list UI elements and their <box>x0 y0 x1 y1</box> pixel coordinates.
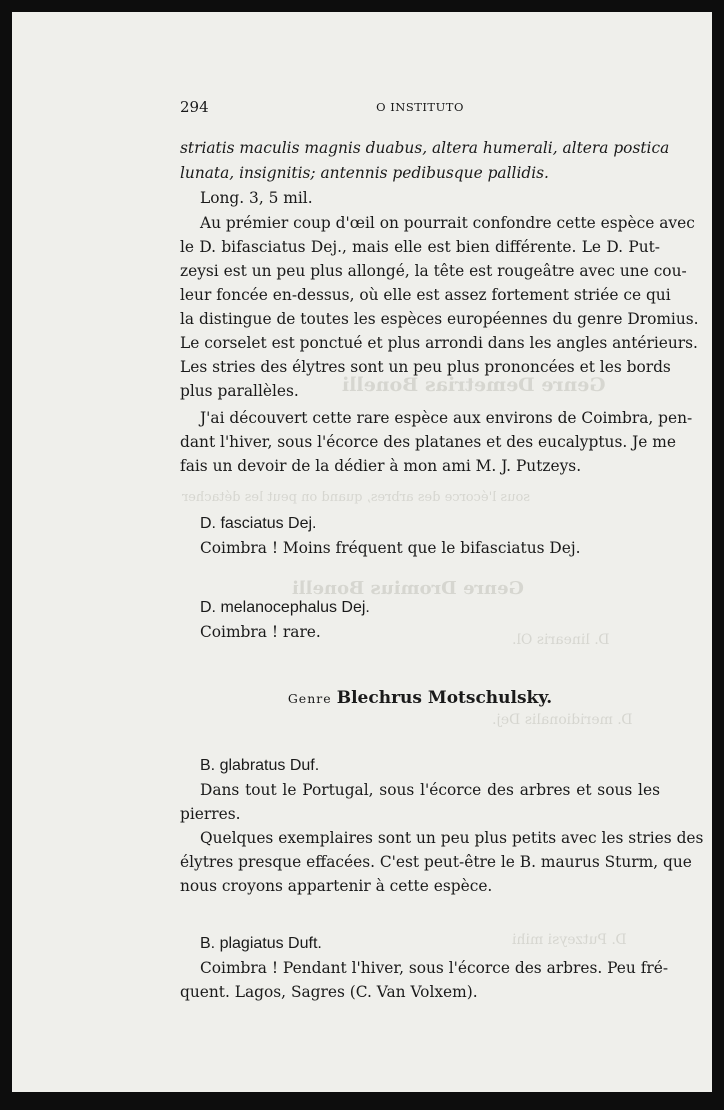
species-note: Coimbra ! rare. <box>200 623 321 641</box>
text-layer <box>12 12 712 1092</box>
paragraph-line: Au prémier coup d'œil on pourrait confondre cette espèce avec <box>200 214 695 232</box>
paragraph-line: J'ai découvert cette rare espèce aux environs de Coimbra, pen- <box>200 409 693 427</box>
genre-word: Genre <box>287 691 332 706</box>
species-note: Dans tout le Portugal, sous l'écorce des arbres et sous les <box>200 781 660 799</box>
species-heading: D. fasciatus Dej. <box>200 515 317 532</box>
paragraph-line: la distingue de toutes les espèces européennes du genre Dromius. <box>180 310 699 328</box>
paragraph-line: leur foncée en-dessus, où elle est assez fortement striée ce qui <box>180 286 671 304</box>
species-note: pierres. <box>180 805 241 823</box>
paragraph-line: zeysi est un peu plus allongé, la tête est rougeâtre avec une cou- <box>180 262 687 280</box>
species-heading: B. plagiatus Duft. <box>200 935 322 952</box>
diagnosis-line-2: lunata, insignitis; antennis pedibusque pallidis. <box>180 164 549 182</box>
paragraph-line: fais un devoir de la dédier à mon ami M. J. Putzeys. <box>180 457 582 475</box>
length-line: Long. 3, 5 mil. <box>200 189 313 207</box>
paragraph-line: dant l'hiver, sous l'écorce des platanes et des eucalyptus. Je me <box>180 433 676 451</box>
diagnosis-line-1: striatis maculis magnis duabus, altera humerali, altera postica <box>180 139 670 157</box>
paragraph-line: Le corselet est ponctué et plus arrondi dans les angles antérieurs. <box>180 334 698 352</box>
running-title: O INSTITUTO <box>376 100 464 114</box>
species-note: nous croyons appartenir à cette espèce. <box>180 877 493 895</box>
species-heading: B. glabratus Duf. <box>200 757 320 774</box>
species-note: élytres presque effacées. C'est peut-être le B. maurus Sturm, que <box>180 853 692 871</box>
species-heading: D. melanocephalus Dej. <box>200 599 370 616</box>
page-number: 294 <box>180 98 209 116</box>
document-page: Genre Demetrias Bonelli sous l'écorce des arbres, quand on peut les détacher Genre Dromius Bonelli D. linearis Ol. D. meridionalis Dej. D. Putzeysi mihi 294 O INSTITUTO striatis maculis magnis duabus, altera humerali, altera postica lunata, insignitis; antennis pedibusque pallidis. Long. 3, 5 mil. Au prémier coup d'œil on pourrait confondre cette espèce avec le D. bifasciatus Dej., mais elle est bien différente. Le D. Put- zeysi est un peu plus allongé, la tête est rougeâtre avec une cou- leur foncée en-dessus, où elle est assez fortement striée ce qui la distingue de toutes les espèces européennes du genre Dromius. Le corselet est ponctué et plus arrondi dans les angles antérieurs. Les stries des élytres sont un peu plus prononcées et les bords plus parallèles. J'ai découvert cette rare espèce aux environs de Coimbra, pen- dant l'hiver, sous l'écorce des platanes et des eucalyptus. Je me fais un devoir de la dédier à mon ami M. J. Putzeys. D. fasciatus Dej. Coimbra ! Moins fréquent que le bifasciatus Dej. D. melanocephalus Dej. Coimbra ! rare. Genre Blechrus Motschulsky. B. glabratus Duf. Dans tout le Portugal, sous l'écorce des arbres et sous les pierres. Quelques exemplaires sont un peu plus petits avec les stries des élytres presque effacées. C'est peut-être le B. maurus Sturm, que nous croyons appartenir à cette espèce. B. plagiatus Duft. Coimbra ! Pendant l'hiver, sous l'écorce des arbres. Peu fré- quent. Lagos, Sagres (C. Van Volxem). <box>12 12 712 1092</box>
species-note: Coimbra ! Moins fréquent que le bifasciatus Dej. <box>200 539 581 557</box>
species-note: quent. Lagos, Sagres (C. Van Volxem). <box>180 983 478 1001</box>
paragraph-line: plus parallèles. <box>180 382 299 400</box>
genre-heading <box>180 685 660 712</box>
genre-name: Blechrus Motschulsky. <box>336 688 553 708</box>
paragraph-line: le D. bifasciatus Dej., mais elle est bien différente. Le D. Put- <box>180 238 660 256</box>
paragraph-line: Les stries des élytres sont un peu plus prononcées et les bords <box>180 358 671 376</box>
page-header <box>180 98 660 120</box>
species-note: Coimbra ! Pendant l'hiver, sous l'écorce des arbres. Peu fré- <box>200 959 669 977</box>
species-note: Quelques exemplaires sont un peu plus petits avec les stries des <box>200 829 704 847</box>
